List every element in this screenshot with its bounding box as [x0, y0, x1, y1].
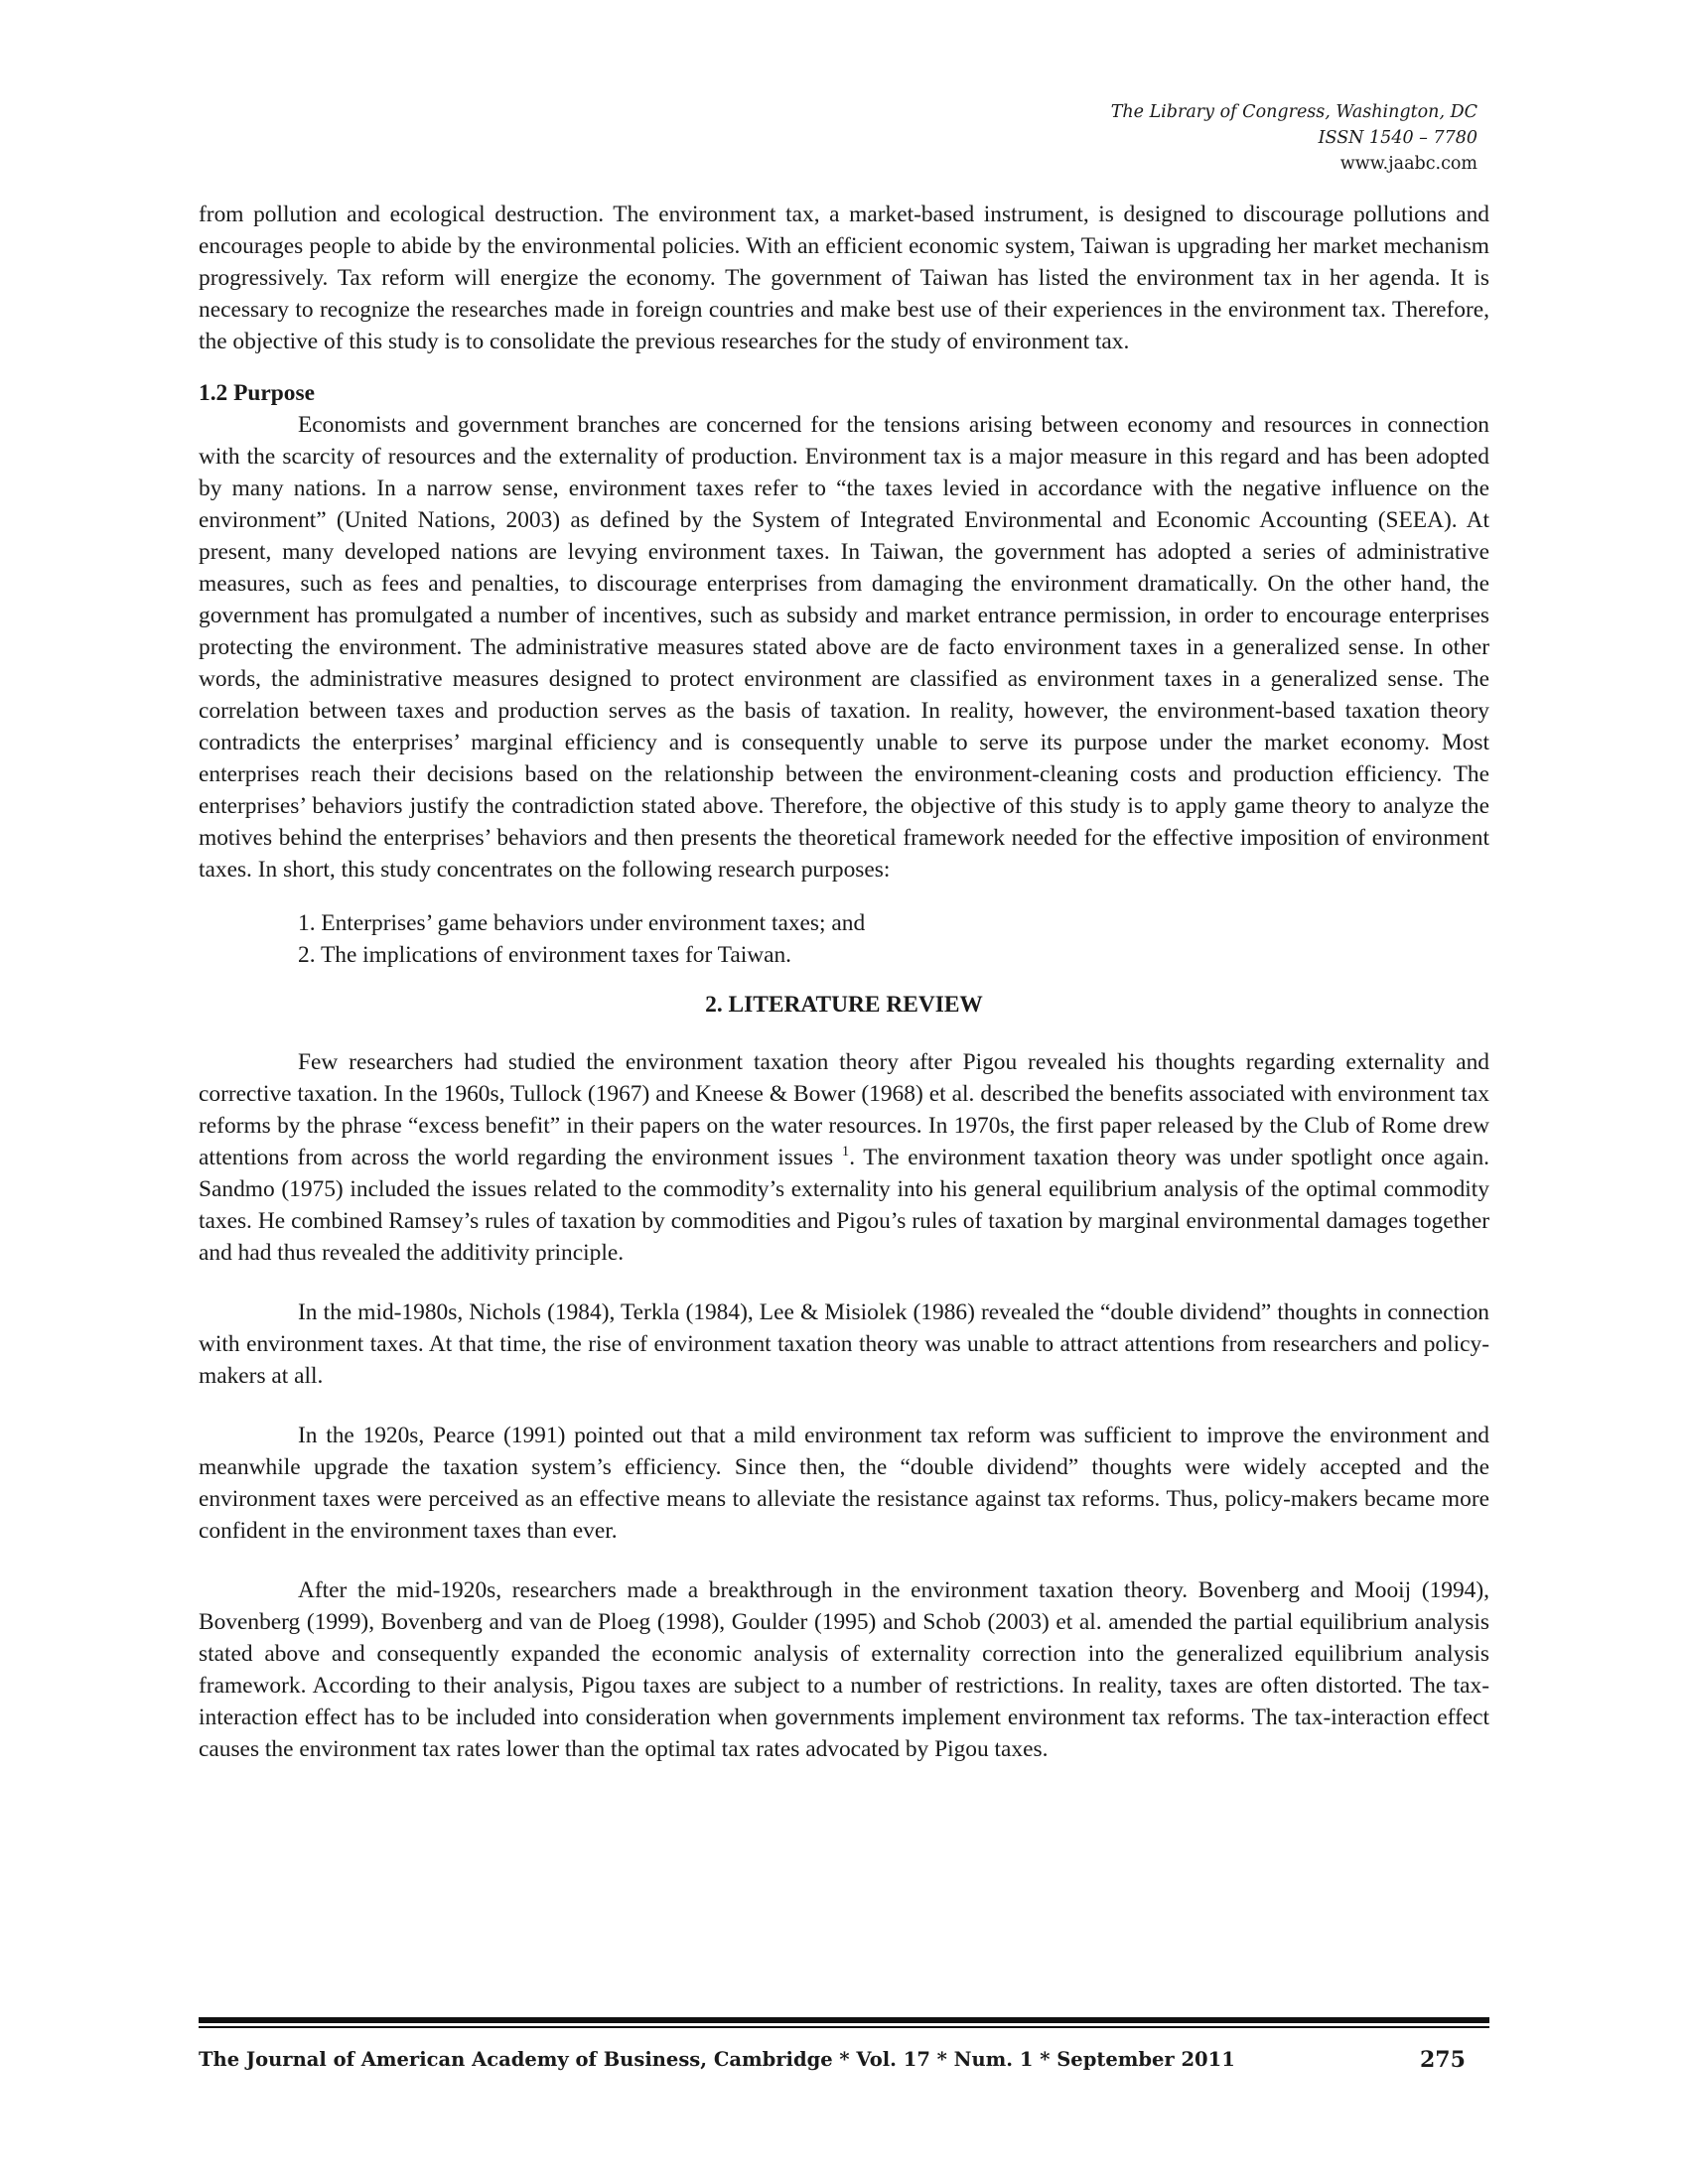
page-number: 275 — [1420, 2047, 1466, 2073]
section-heading-literature-review: 2. LITERATURE REVIEW — [705, 992, 983, 1018]
purpose-paragraph: Economists and government branches are concerned for the tensions arising between economy and resources in connection with the scarcity of resources and the externality of production. Environment tax is a major measure in this regard and has been adopted by many nations. In a narrow sense, environment taxes refer to “the taxes levied in accordance with the negative influence on the environment” (United Nations, 2003) as defined by the System of Integrated Environmental and Economic Accounting (SEEA). At present, many developed nations are levying environment taxes. In Taiwan, the government has adopted a series of administrative measures, such as fees and penalties, to discourage enterprises from damaging the environment dramatically. On the other hand, the government has promulgated a number of incentives, such as subsidy and market entrance permission, in order to encourage enterprises protecting the environment. The administrative measures stated above are de facto environment taxes in a generalized sense. In other words, the administrative measures designed to protect environment are classified as environment taxes in a generalized sense. The correlation between taxes and production serves as the basis of taxation. In reality, however, the environment-based taxation theory contradicts the enterprises’ marginal efficiency and is consequently unable to serve its purpose under the market economy. Most enterprises reach their decisions based on the relationship between the environment-cleaning costs and production efficiency. The enterprises’ behaviors justify the contradiction stated above. Therefore, the objective of this study is to apply game theory to analyze the motives behind the enterprises’ behaviors and then presents the theoretical framework needed for the effective imposition of environment taxes. In short, this study concentrates on the following research purposes: — [199, 412, 1489, 883]
paragraph-text: . The environment taxation theory was under spotlight once again. Sandmo (1975) included the issues related to the commodity’s externality into his general equilibrium analysis of the optimal commodity taxes. He combined Ramsey’s rules of taxation by commodities and Pigou’s rules of taxation by marginal environmental damages together and had thus revealed the additivity principle. — [199, 1145, 1489, 1266]
literature-paragraph-2: In the mid-1980s, Nichols (1984), Terkla (1984), Lee & Misiolek (1986) revealed the “double dividend” thoughts in connection with environment taxes. At that time, the rise of environment taxation theory was unable to attract attentions from researchers and policy-makers at all. — [199, 1299, 1489, 1389]
literature-paragraph-3: In the 1920s, Pearce (1991) pointed out that a mild environment tax reform was sufficient to improve the environment and meanwhile upgrade the taxation system’s efficiency. Since then, the “double dividend” thoughts were widely accepted and the environment taxes were perceived as an effective means to alleviate the resistance against tax reforms. Thus, policy-makers became more confident in the environment taxes than ever. — [199, 1423, 1489, 1544]
paragraph-text: Few researchers had studied the environment taxation theory after Pigou revealed his thoughts regarding externality and corrective taxation. In the 1960s, Tullock (1967) and Kneese & Bower (1968) et al. described the benefits associated with environment tax reforms by the phrase “excess benefit” in their papers on the water resources. In 1970s, the first paper released by the Club of Rome drew attentions from across the world regarding the environment issues — [199, 1049, 1489, 1170]
header-issn: ISSN 1540 – 7780 — [1318, 128, 1477, 148]
footer-divider-thin — [199, 2026, 1489, 2028]
running-header — [882, 99, 1477, 177]
intro-paragraph: from pollution and ecological destruction. The environment tax, a market-based instrument, is designed to discourage pollutions and encourages people to abide by the environmental policies. With an efficient economic system, Taiwan is upgrading her market mechanism progressively. Tax reform will energize the economy. The government of Taiwan has listed the environment tax in her agenda. It is necessary to recognize the researches made in foreign countries and make best use of their experiences in the environment tax. Therefore, the objective of this study is to consolidate the previous researches for the study of environment tax. — [199, 202, 1489, 354]
header-website: www.jaabc.com — [1339, 154, 1477, 174]
literature-paragraph-1 — [199, 1046, 1489, 1269]
header-library: The Library of Congress, Washington, DC — [1110, 102, 1477, 122]
purpose-list — [199, 907, 1489, 971]
literature-paragraph-4: After the mid-1920s, researchers made a breakthrough in the environment taxation theory. Bovenberg and Mooij (1994), Bovenberg (1999), Bovenberg and van de Ploeg (1998), Goulder (1995) and Schob (2003) et al. amended the partial equilibrium analysis stated above and consequently expanded the economic analysis of externality correction into the generalized equilibrium analysis framework. According to their analysis, Pigou taxes are subject to a number of restrictions. In reality, taxes are often distorted. The tax-interaction effect has to be included into consideration when governments implement environment tax reforms. The tax-interaction effect causes the environment tax rates lower than the optimal tax rates advocated by Pigou taxes. — [199, 1577, 1489, 1762]
list-item: 2. The implications of environment taxes for Taiwan. — [298, 942, 792, 968]
footnote-marker: 1 — [841, 1144, 850, 1160]
list-item: 1. Enterprises’ game behaviors under environment taxes; and — [298, 910, 866, 936]
footer-divider — [199, 2017, 1489, 2023]
body-text — [199, 199, 1489, 1765]
section-heading-purpose: 1.2 Purpose — [199, 380, 315, 406]
footer-journal-citation: The Journal of American Academy of Business, Cambridge * Vol. 17 * Num. 1 * September 2011 — [199, 2048, 1235, 2071]
